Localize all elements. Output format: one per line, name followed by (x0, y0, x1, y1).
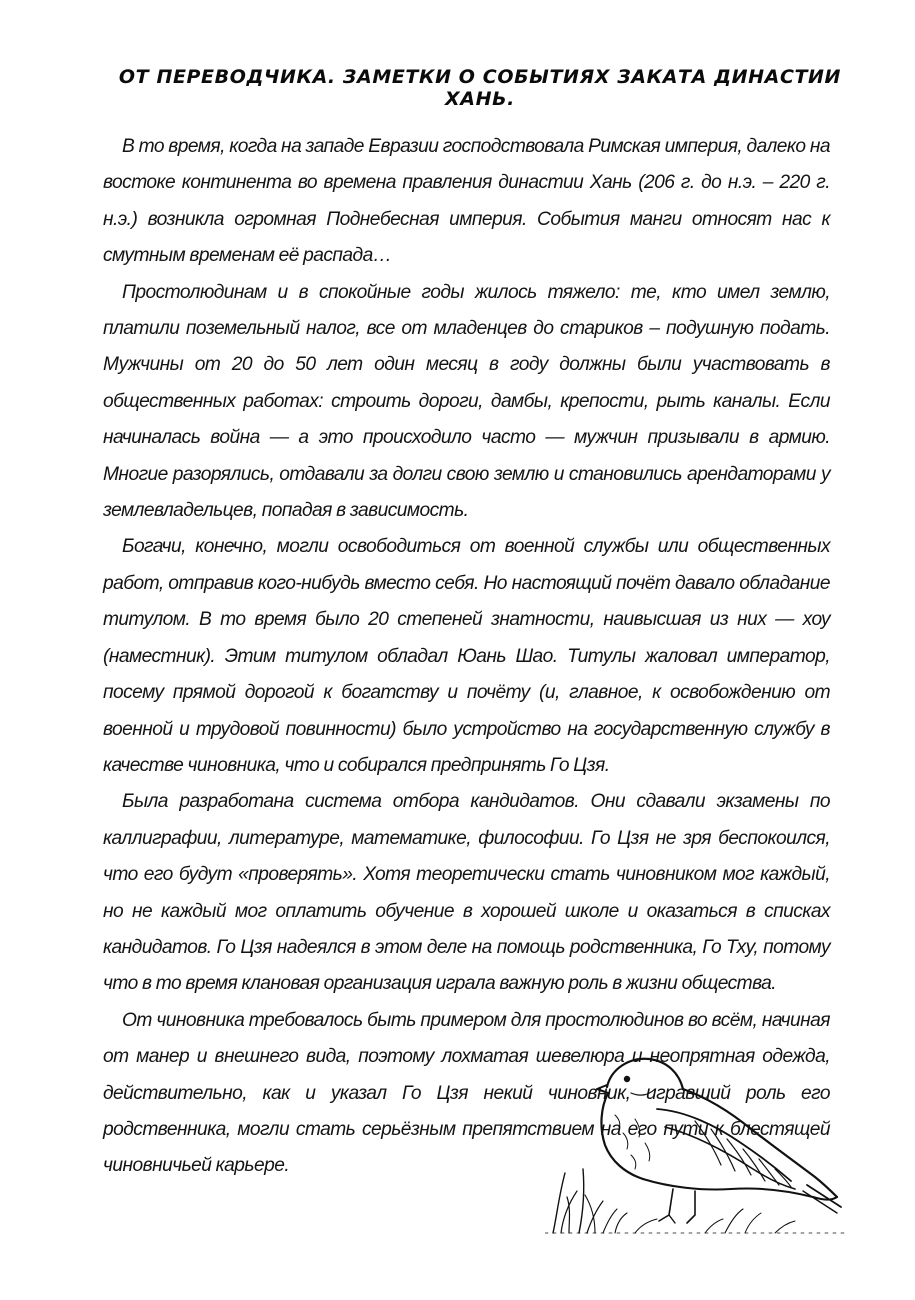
paragraph-commoners: Простолюдинам и в спокойные годы жилось тяжело: те, кто имел землю, платили поземельный налог, все от младенцев до стариков – подушную подать. Мужчины от 20 до 50 лет один месяц в году должны были участвовать в общественных работах: строить дороги, дамбы, крепости, рыть каналы. Если начиналась война — а это происходило часто — мужчин призывали в армию. Многие разорялись, отдавали за долги свою землю и становились арендаторами у землевладельцев, попадая в зависимость. (103, 281, 830, 522)
page-title: ОТ ПЕРЕВОДЧИКА. ЗАМЕТКИ О СОБЫТИЯХ ЗАКАТА ДИНАСТИИ ХАНЬ. (118, 66, 842, 110)
paragraph-exam-system: Была разработана система отбора кандидатов. Они сдавали экзамены по каллиграфии, литературе, математике, философии. Го Цзя не зря беспокоился, что его будут «проверять». Хотя теоретически стать чиновником мог каждый, но не каждый мог оплатить обучение в хорошей школе и оказаться в списках кандидатов. Го Цзя надеялся в этом деле на помощь родственника, Го Тху, потому что в то время клановая организация играла важную роль в жизни общества. (103, 791, 830, 995)
article-body (103, 129, 830, 1185)
paragraph-official-appearance: От чиновника требовалось быть примером для простолюдинов во всём, начиная от манер и внешнего вида, поэтому лохматая шевелюра и неопрятная одежда, действительно, как и указал Го Цзя некий чиновник, игравший роль его родственника, могли стать серьёзным препятствием на его пути к блестящей чиновничьей карьере. (103, 1009, 830, 1177)
paragraph-roman-han-empire: В то время, когда на западе Евразии господствовала Римская империя, далеко на востоке континента во времена правления династии Хань (206 г. до н.э. – 220 г. н.э.) возникла огромная Поднебесная империя. События манги относят нас к смутным временам её распада… (103, 136, 830, 267)
paragraph-nobility-titles: Богачи, конечно, могли освободиться от военной службы или общественных работ, отправив кого-нибудь вместо себя. Но настоящий почёт давало обладание титулом. В то время было 20 степеней знатности, наивысшая из них — хоу (наместник). Этим титулом обладал Юань Шао. Титулы жаловал император, посему прямой дорогой к богатству и почёту (и, главное, к освобождению от военной и трудовой повинности) было устройство на государственную службу в качестве чиновника, что и собирался предпринять Го Цзя. (103, 536, 830, 776)
sparrow-sketch-icon (545, 1045, 845, 1235)
